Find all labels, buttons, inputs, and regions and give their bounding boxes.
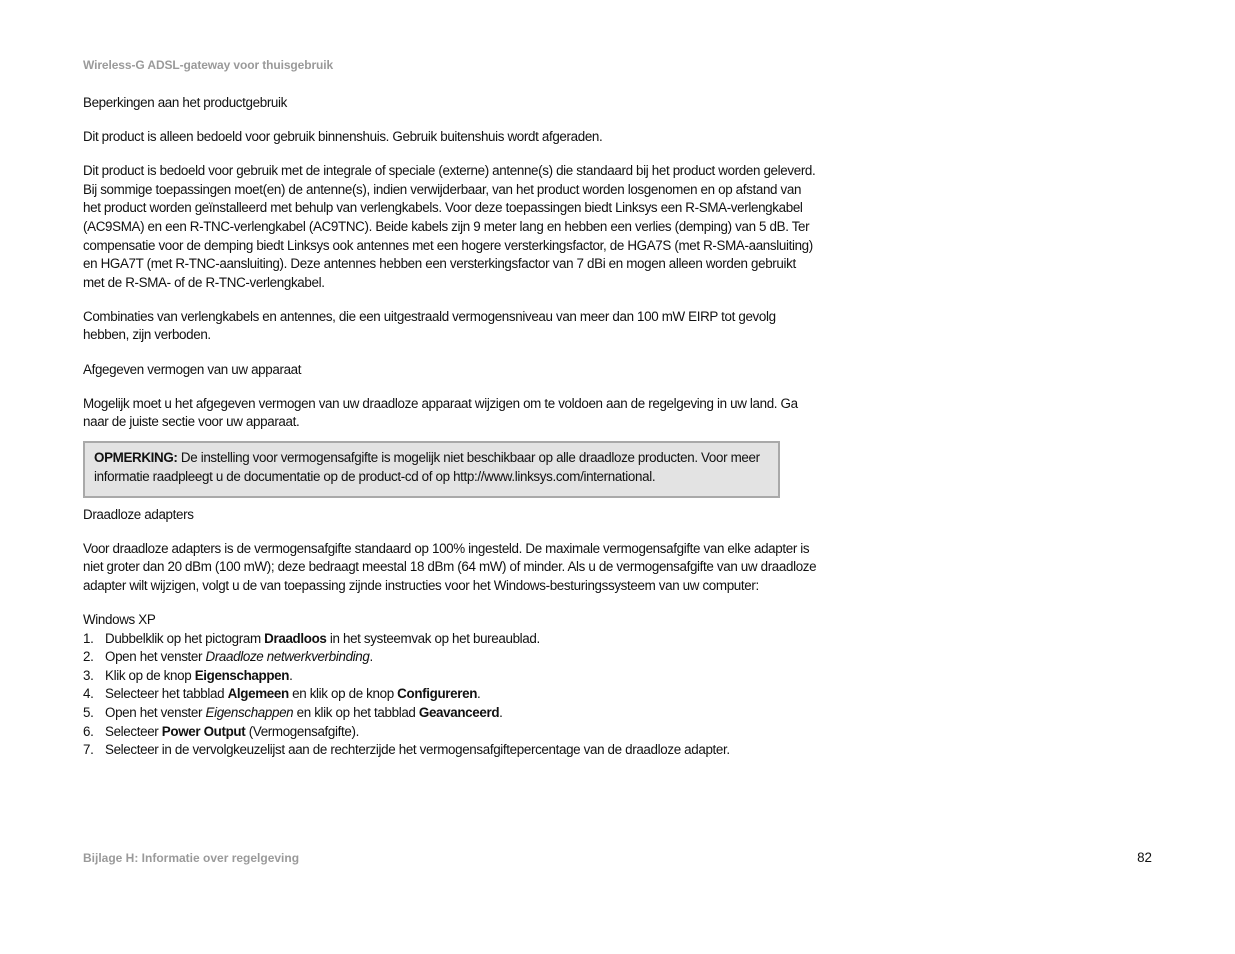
step-item	[83, 704, 819, 723]
step-italic-term: Eigenschappen	[205, 705, 294, 721]
step-bold-term: Configureren	[397, 686, 478, 702]
step-text: Open het venster	[105, 649, 206, 665]
step-number: 2.	[83, 649, 94, 665]
step-text: .	[499, 705, 503, 721]
step-bold-term: Eigenschappen	[194, 667, 290, 683]
step-text: Open het venster	[105, 705, 206, 721]
section-heading-restrictions: Beperkingen aan het productgebruik	[83, 95, 287, 110]
step-bold-term: Algemeen	[227, 686, 289, 702]
note-box	[83, 441, 780, 497]
step-text: Klik op de knop	[105, 667, 195, 683]
section-heading-output-power: Afgegeven vermogen van uw apparaat	[83, 361, 302, 377]
note-text: De instelling voor vermogensafgifte is mogelijk niet beschikbaar op alle draadloze producten. Voor meer informatie raadpleegt u de documentatie op de product-cd of op http://www.linksys.com/international.	[94, 450, 760, 484]
steps-list	[83, 630, 819, 760]
paragraph-adapters: Voor draadloze adapters is de vermogensafgifte standaard op 100% ingesteld. De maximale vermogensafgifte van elke adapter is niet groter dan 20 dBm (100 mW); deze bedraagt meestal 18 dBm (64 mW) of minder. Als u de vermogensafgifte van uw draadloze adapter wilt wijzigen, volgt u de van toepassing zijnde instructies voor het Windows-besturingssysteem van uw computer:	[83, 540, 817, 593]
step-italic-term: Draadloze netwerkverbinding	[205, 649, 370, 665]
step-text: (Vermogensafgifte).	[245, 723, 359, 739]
step-text: Selecteer in de vervolgkeuzelijst aan de rechterzijde het vermogensafgiftepercentage van de draadloze adapter.	[105, 742, 730, 758]
step-number: 4.	[83, 686, 94, 702]
step-bold-term: Geavanceerd	[418, 705, 500, 721]
step-text: .	[289, 667, 293, 683]
page-number: 82	[1137, 850, 1152, 865]
step-item	[83, 667, 819, 686]
step-number: 7.	[83, 742, 94, 758]
step-text: Dubbelklik op het pictogram	[105, 630, 265, 646]
step-item	[83, 723, 819, 742]
note-label: OPMERKING:	[94, 450, 178, 466]
step-item	[83, 648, 819, 667]
step-text: in het systeemvak op het bureaublad.	[326, 630, 540, 646]
os-title: Windows XP	[83, 612, 156, 628]
section-heading-adapters: Draadloze adapters	[83, 506, 194, 522]
step-number: 1.	[83, 630, 94, 646]
step-text: Selecteer	[105, 723, 162, 739]
step-number: 3.	[83, 667, 94, 683]
step-text: .	[477, 686, 481, 702]
paragraph-combinations: Combinaties van verlengkabels en antennes, die een uitgestraald vermogensniveau van meer dan 100 mW EIRP tot gevolg hebben, zijn verboden.	[83, 308, 776, 343]
step-text: en klik op de knop	[288, 686, 398, 702]
step-text: .	[369, 649, 373, 665]
step-text: Selecteer het tabblad	[105, 686, 228, 702]
step-bold-term: Power Output	[161, 723, 246, 739]
running-header: Wireless-G ADSL-gateway voor thuisgebruik	[83, 58, 334, 72]
page-content	[83, 94, 819, 760]
step-bold-term: Draadloos	[264, 630, 327, 646]
step-text: en klik op het tabblad	[293, 705, 419, 721]
paragraph-output-power: Mogelijk moet u het afgegeven vermogen van uw draadloze apparaat wijzigen om te voldoen aan de regelgeving in uw land. Ga naar de juiste sectie voor uw apparaat.	[83, 395, 798, 430]
step-item	[83, 741, 819, 760]
step-number: 6.	[83, 723, 94, 739]
running-footer: Bijlage H: Informatie over regelgeving	[83, 851, 300, 865]
paragraph-indoor-use: Dit product is alleen bedoeld voor gebruik binnenshuis. Gebruik buitenshuis wordt afgeraden.	[83, 129, 603, 145]
paragraph-antennas: Dit product is bedoeld voor gebruik met de integrale of speciale (externe) antenne(s) die standaard bij het product worden geleverd. Bij sommige toepassingen moet(en) de antenne(s), indien verwijderbaar, van het product worden losgenomen en op afstand van het product worden geïnstalleerd met behulp van verlengkabels. Voor deze toepassingen biedt Linksys een R-SMA-verlengkabel (AC9SMA) en een R-TNC-verlengkabel (AC9TNC). Beide kabels zijn 9 meter lang en hebben een verlies (demping) van 5 dB. Ter compensatie voor de demping biedt Linksys ook antennes met een hogere versterkingsfactor, de HGA7S (met R-SMA-aansluiting) en HGA7T (met R-TNC-aansluiting). Deze antennes hebben een versterkingsfactor van 7 dBi en mogen alleen worden gebruikt met de R-SMA- of de R-TNC-verlengkabel.	[83, 163, 816, 290]
step-item	[83, 630, 819, 649]
step-number: 5.	[83, 705, 94, 721]
step-item	[83, 685, 819, 704]
